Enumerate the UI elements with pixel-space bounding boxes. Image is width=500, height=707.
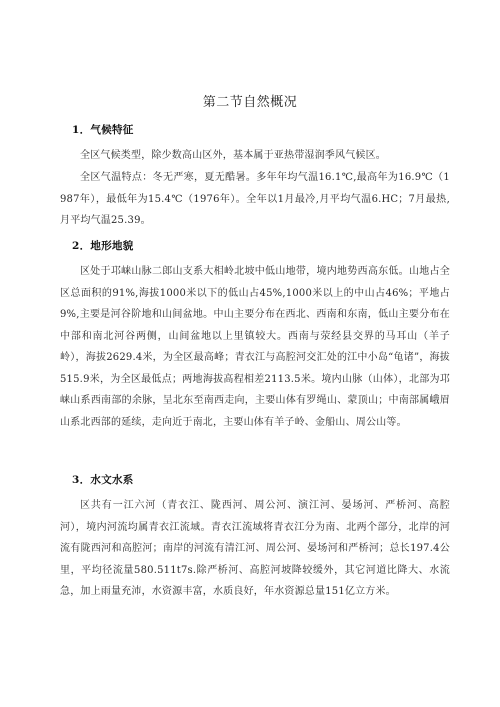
section-heading-climate: 1．气候特征 bbox=[72, 124, 134, 136]
paragraph-terrain: 区处于邛崃山脉二郎山支系大相岭北坡中低山地带，境内地势西高东低。山地占全区总面积的91%,海拔1000米以下的低山占45%,1000米以上的中山占46%；平地占9%,主要是河谷阶地和山间盆地。中山主要分布在西北、西南和东南，低山主要分布在中部和南北河谷两侧，山间盆地以上里镇较大。西南与荥经县交界的马耳山（羊子岭），海拔2629.4米，为全区最高峰；青衣江与高腔河交汇处的江中小岛“龟诸”，海拔515.9米，为全区最低点；两地海拔高程相差2113.5米。境内山脉（山体），北部为邛崃山系西南部的余脉，呈北东至南西走向，主要山体有罗绳山、蒙顶山；中南部属峨眉山系北西部的延续，走向近于南北，主要山体有羊子岭、金船山、周公山等。 bbox=[60, 266, 450, 428]
paragraph-hydrology: 区共有一江六河（青衣江、陇西河、周公河、演江河、晏场河、严桥河、高腔河），境内河流均属青衣江流域。青衣江流域将青衣江分为南、北两个部分，北岸的河流有陇西河和高腔河；南岸的河流有清江河、周公河、晏场河和严桥河；总长197.4公里，平均径流量580.511t7s.除严桥河、高腔河坡降较缓外，其它河道比降大、水流急，加上雨量充沛，水资源丰富，水质良好，年水资源总量151亿立方米。 bbox=[60, 500, 450, 597]
paragraph-climate-type: 全区气候类型，除少数高山区外，基本属于亚热带湿润季风气候区。 bbox=[80, 150, 386, 161]
page-title: 第二节自然概况 bbox=[202, 95, 298, 110]
paragraph-temperature: 全区气温特点：冬无严寒，夏无酷暑。多年年均气温16.1℃,最高年为16.9℃（1987年），最低年为15.4℃（1976年）。全年以1月最冷,月平均气温6.HC；7月最热,月平均气温25.39。 bbox=[60, 172, 450, 226]
section-heading-terrain: 2．地形地貌 bbox=[72, 240, 134, 252]
section-heading-hydrology: 3．水文水系 bbox=[72, 474, 134, 486]
